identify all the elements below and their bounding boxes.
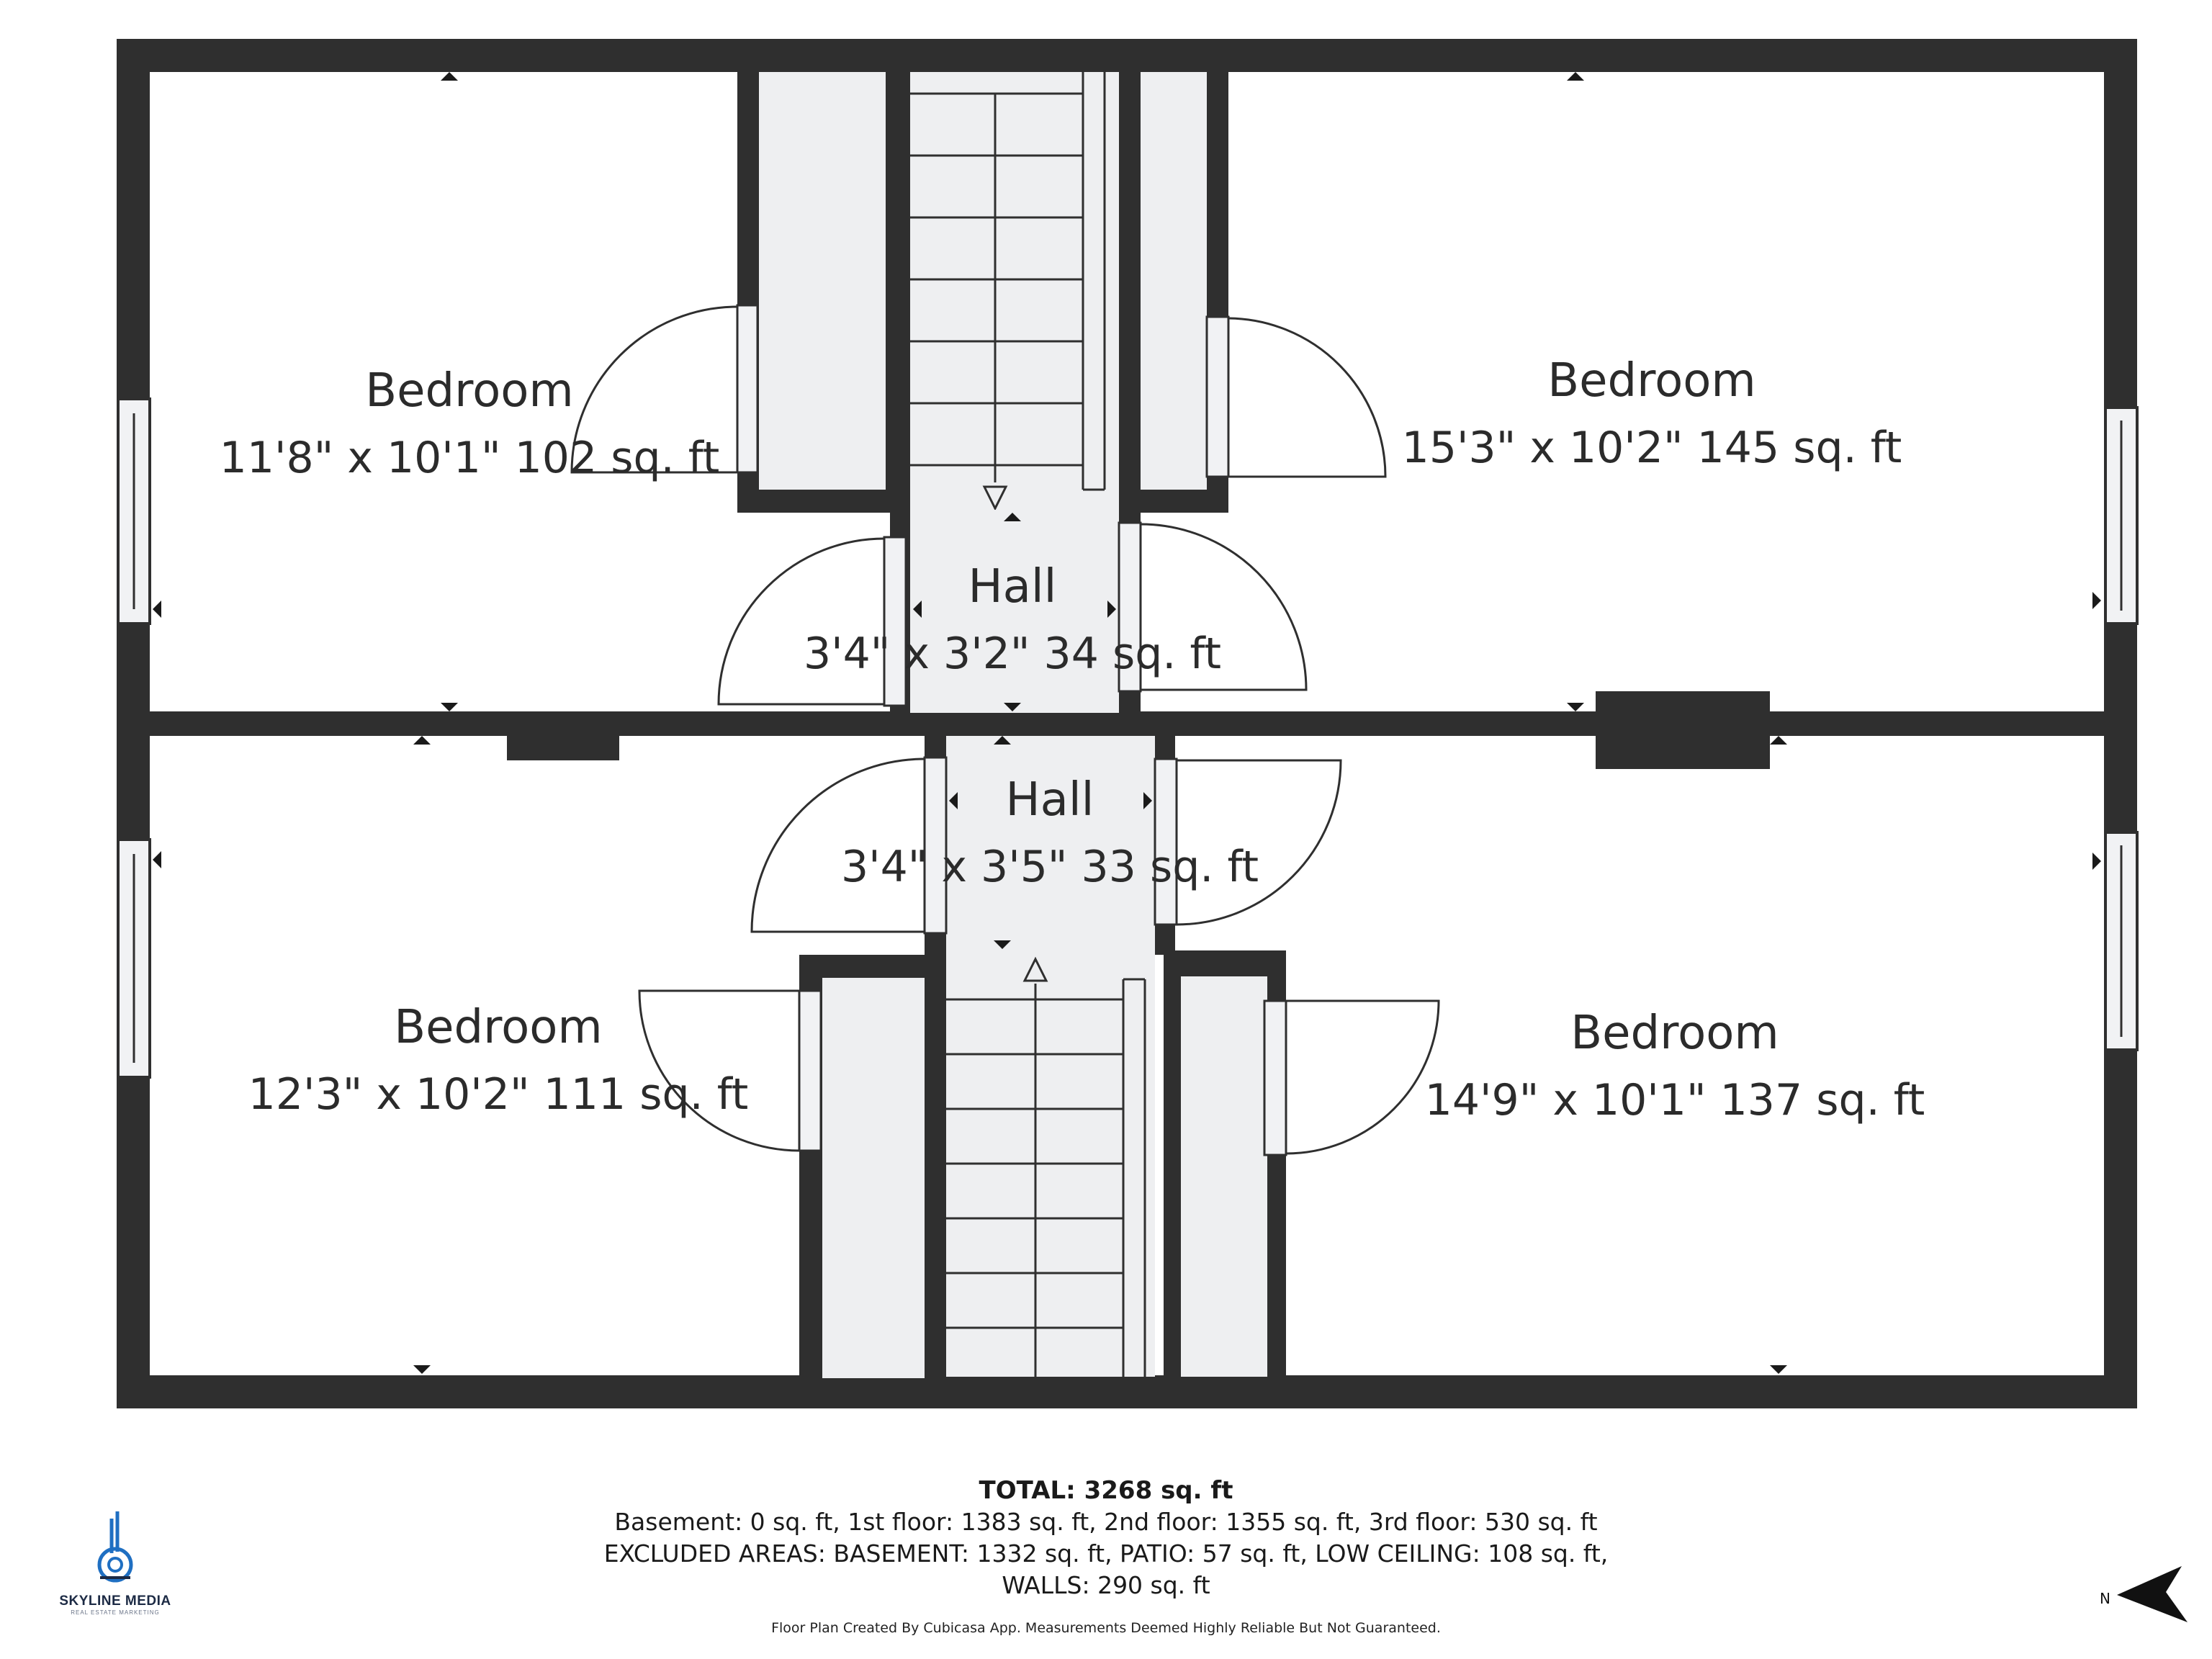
total-area: TOTAL: 3268 sq. ft — [979, 1476, 1233, 1505]
area-summary — [530, 1475, 1682, 1601]
excluded-areas: EXCLUDED AREAS: BASEMENT: 1332 sq. ft, PATIO: 57 sq. ft, LOW CEILING: 108 sq. ft, — [603, 1539, 1609, 1568]
room-label-bedroom-upper-left — [220, 364, 720, 483]
room-dimensions: 15'3" x 10'2" 145 sq. ft — [1401, 423, 1902, 473]
room-name: Bedroom — [394, 1001, 603, 1054]
room-dimensions: 3'4" x 3'2" 34 sq. ft — [803, 629, 1222, 679]
room-label-bedroom-lower-left — [248, 1001, 749, 1120]
room-name: Bedroom — [1570, 1007, 1779, 1060]
wall-area: WALLS: 290 sq. ft — [1002, 1571, 1210, 1599]
room-name: Hall — [1005, 773, 1094, 827]
disclaimer: Floor Plan Created By Cubicasa App. Measurements Deemed Highly Reliable But Not Guaranteed. — [771, 1620, 1441, 1636]
logo-tagline: REAL ESTATE MARKETING — [71, 1609, 160, 1616]
room-dimensions: 3'4" x 3'5" 33 sq. ft — [840, 842, 1259, 892]
compass-label: N — [2100, 1590, 2110, 1607]
room-name: Hall — [968, 560, 1057, 613]
room-label-bedroom-lower-right — [1425, 1007, 1925, 1125]
skyline-media-logo — [50, 1509, 180, 1616]
room-dimensions: 14'9" x 10'1" 137 sq. ft — [1424, 1075, 1925, 1125]
room-label-bedroom-upper-right — [1402, 354, 1902, 473]
chimney — [1596, 691, 1770, 769]
logo-brand: SKYLINE MEDIA — [59, 1593, 171, 1609]
upper-left-closet — [737, 69, 890, 513]
room-name: Bedroom — [1547, 354, 1756, 408]
building-logo-icon — [90, 1509, 140, 1588]
wall-post — [507, 734, 619, 760]
floor-areas: Basement: 0 sq. ft, 1st floor: 1383 sq. ft, 2nd floor: 1355 sq. ft, 3rd floor: 530 sq. ft — [614, 1508, 1598, 1536]
room-dimensions: 12'3" x 10'2" 111 sq. ft — [248, 1069, 749, 1120]
north-arrow-icon — [2081, 1559, 2196, 1631]
room-name: Bedroom — [365, 364, 574, 418]
room-dimensions: 11'8" x 10'1" 102 sq. ft — [219, 433, 720, 483]
